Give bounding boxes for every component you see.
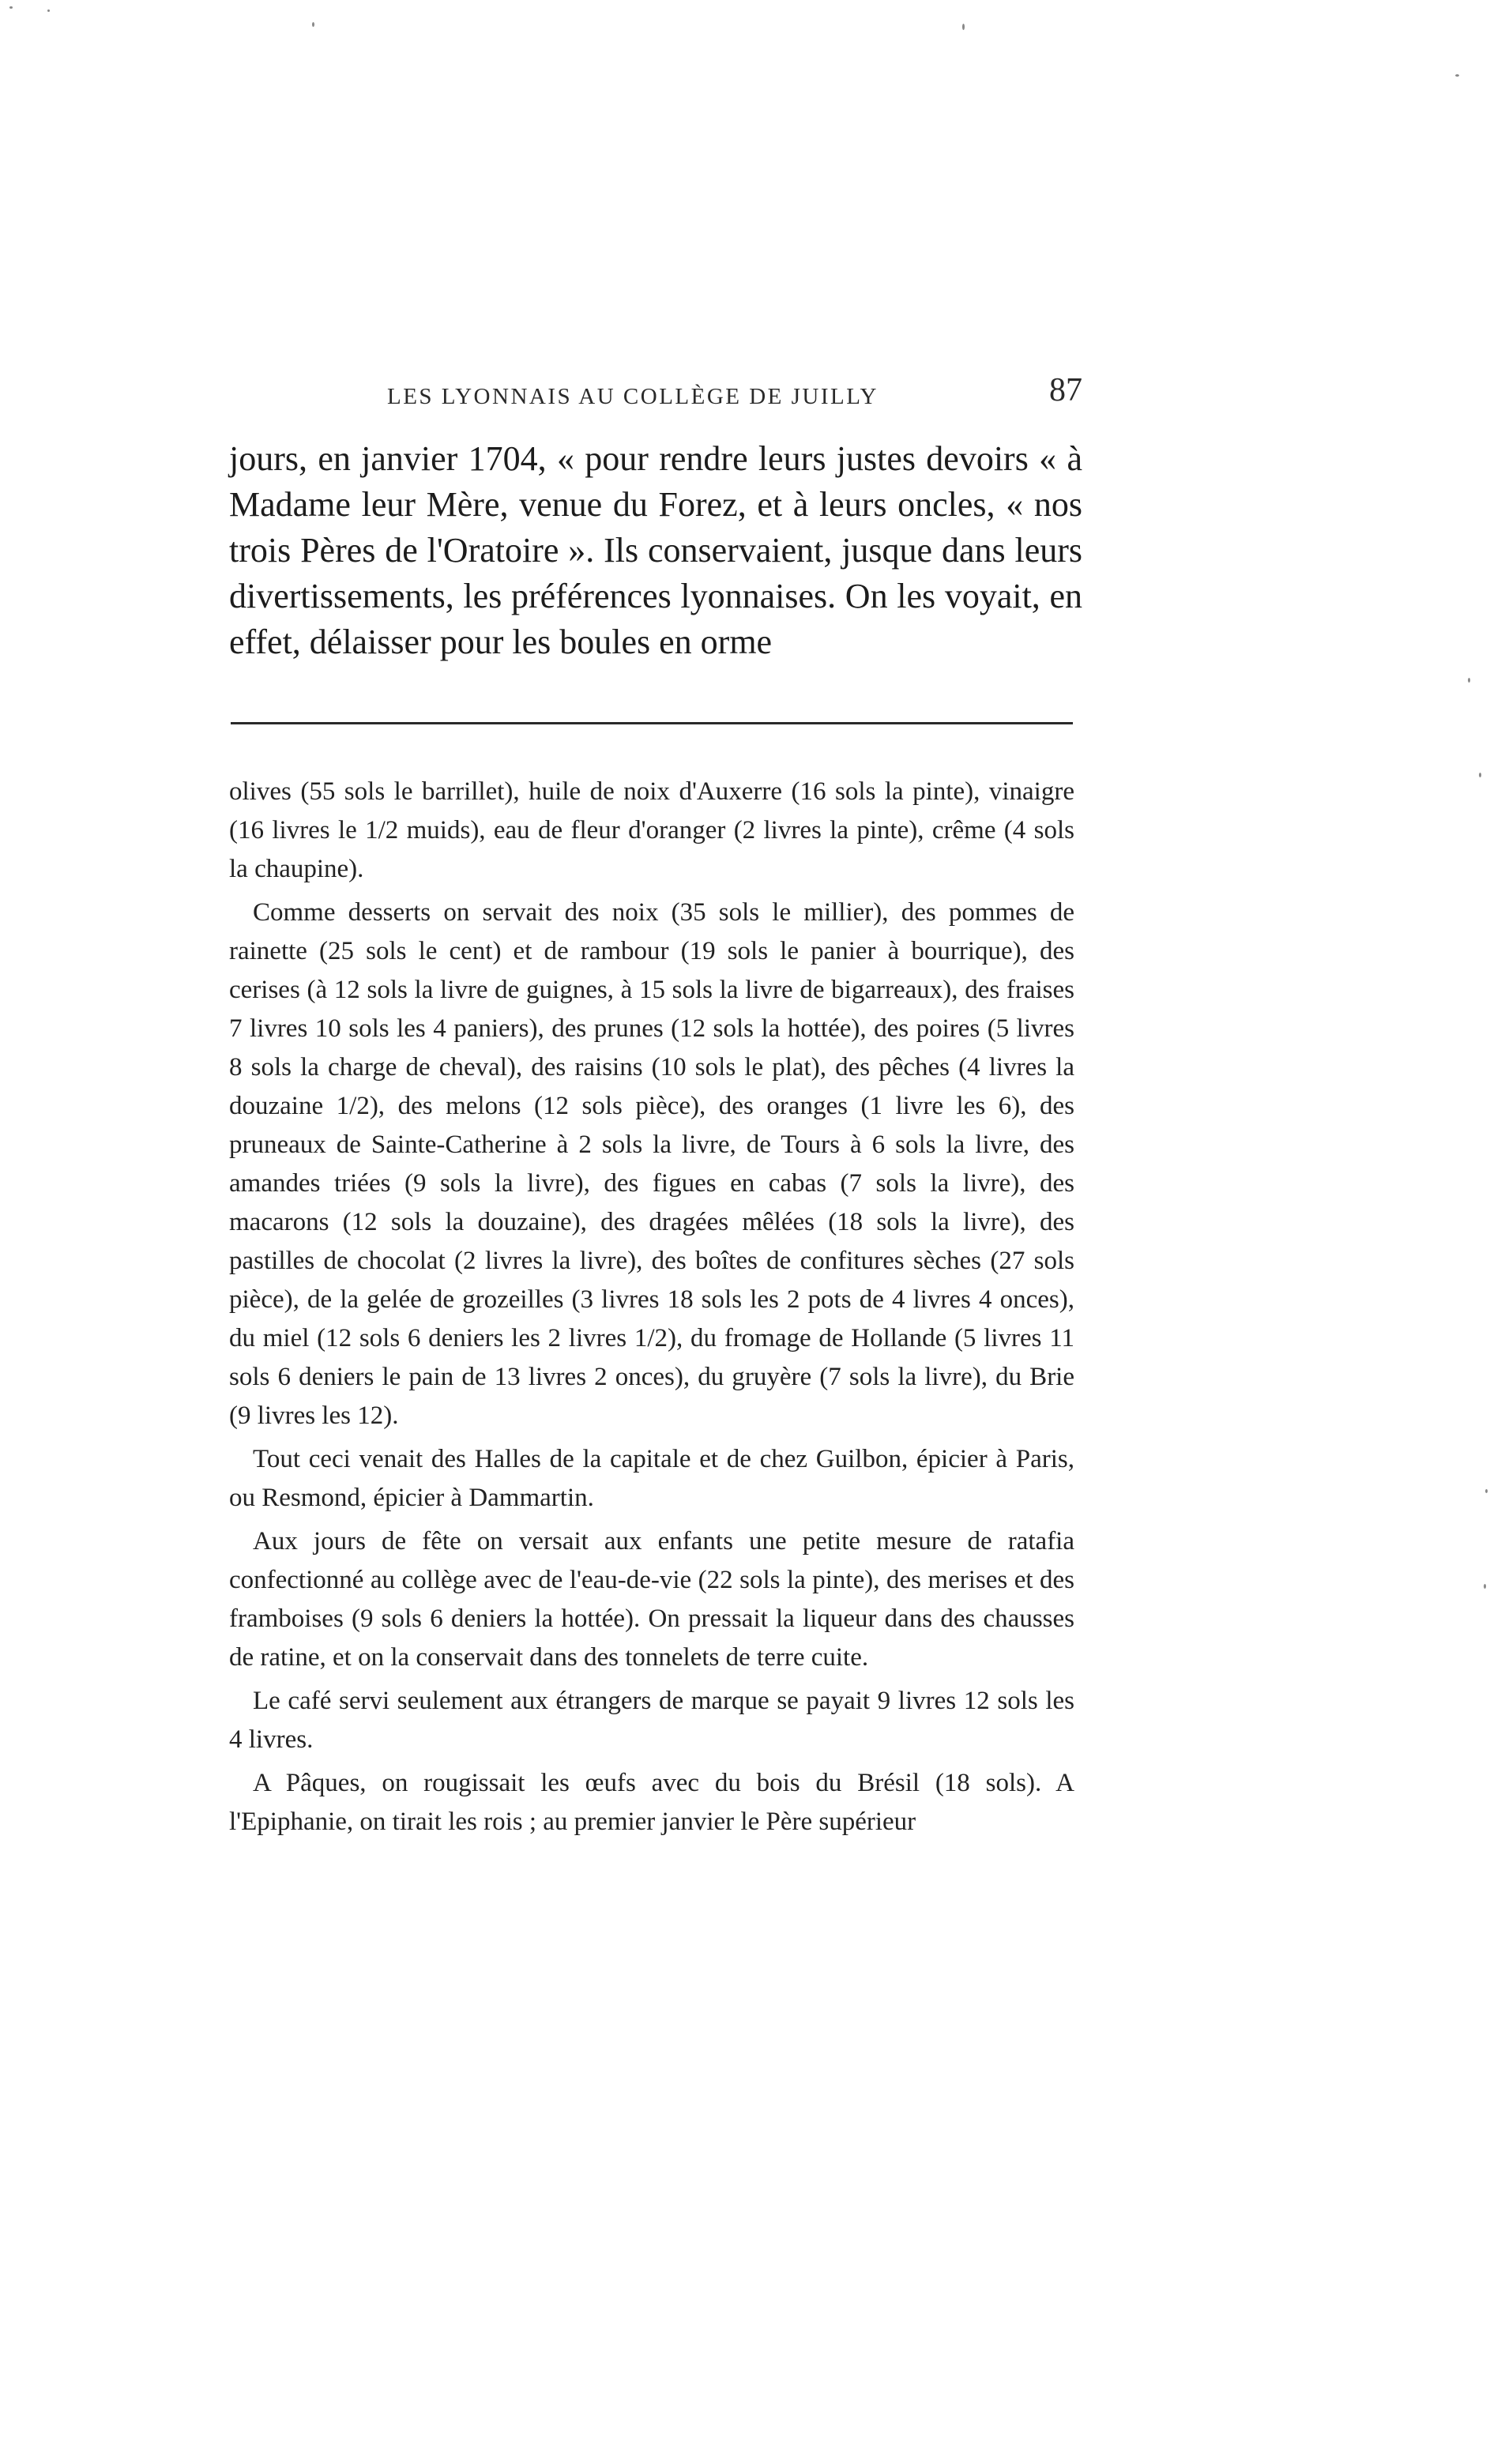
footnote-paragraph: olives (55 sols le barrillet), huile de noix d'Auxerre (16 sols la pinte), vinaigre (16 livres le 1/2 muids), eau de fleur d'oranger (2 livres la pinte), crême (4 sols la chaupine). xyxy=(229,777,1074,883)
footnotes-block xyxy=(229,773,1074,1846)
scan-speck xyxy=(1479,773,1481,777)
scan-speck xyxy=(1485,1489,1488,1493)
footnote-paragraph: A Pâques, on rougissait les œufs avec du bois du Brésil (18 sols). A l'Epiphanie, on tirait les rois ; au premier janvier le Père supérieur xyxy=(229,1769,1074,1836)
scan-speck xyxy=(1455,74,1459,77)
footnote-paragraph: Tout ceci venait des Halles de la capitale et de chez Guilbon, épicier à Paris, ou Resmond, épicier à Dammartin. xyxy=(229,1445,1074,1512)
footnote-separator-rule xyxy=(231,722,1073,724)
scan-speck xyxy=(9,6,13,9)
main-text-block xyxy=(229,436,1082,665)
footnote-paragraph: Le café servi seulement aux étrangers de marque se payait 9 livres 12 sols les 4 livres. xyxy=(229,1687,1074,1754)
page-header xyxy=(229,371,1082,419)
scan-speck xyxy=(1484,1584,1486,1589)
scan-speck xyxy=(1468,678,1470,683)
footnote-paragraph: Comme desserts on servait des noix (35 sols le millier), des pommes de rainette (25 sols le cent) et de rambour (19 sols le panier à bourrique), des cerises (à 12 sols la livre de guignes, à 15 sols la livre de bigarreaux), des fraises 7 livres 10 sols les 4 paniers), des prunes (12 sols la hottée), des poires (5 livres 8 sols la charge de cheval), des raisins (10 sols le plat), des pêches (4 livres la douzaine 1/2), des melons (12 sols pièce), des oranges (1 livre les 6), des pruneaux de Sainte-Catherine à 2 sols la livre, de Tours à 6 sols la livre, des amandes triées (9 sols la livre), des figues en cabas (7 sols la livre), des macarons (12 sols la douzaine), des dragées mêlées (18 sols la livre), des pastilles de chocolat (2 livres la livre), des boîtes de confitures sèches (27 sols pièce), de la gelée de grozeilles (3 livres 18 sols les 2 pots de 4 livres 4 onces), du miel (12 sols 6 deniers les 2 livres 1/2), du fromage de Hollande (5 livres 11 sols 6 deniers le pain de 13 livres 2 onces), du gruyère (7 sols la livre), du Brie (9 livres les 12). xyxy=(229,898,1074,1430)
page-number: 87 xyxy=(1049,372,1082,408)
footnote-paragraph: Aux jours de fête on versait aux enfants une petite mesure de ratafia confectionné au collège avec de l'eau-de-vie (22 sols la pinte), des merises et des framboises (9 sols 6 deniers la hottée). On pressait la liqueur dans des chausses de ratine, et on la conservait dans des tonnelets de terre cuite. xyxy=(229,1527,1074,1672)
scan-speck xyxy=(47,9,50,12)
scan-speck xyxy=(312,22,314,27)
scan-speck xyxy=(962,24,965,30)
main-paragraph: jours, en janvier 1704, « pour rendre leurs justes devoirs « à Madame leur Mère, venue du Forez, et à leurs oncles, « nos trois Pères de l'Oratoire ». Ils conservaient, jusque dans leurs divertissements, les préférences lyonnaises. On les voyait, en effet, délaisser pour les boules en orme xyxy=(229,439,1082,661)
running-title: LES LYONNAIS AU COLLÈGE DE JUILLY xyxy=(387,384,879,409)
